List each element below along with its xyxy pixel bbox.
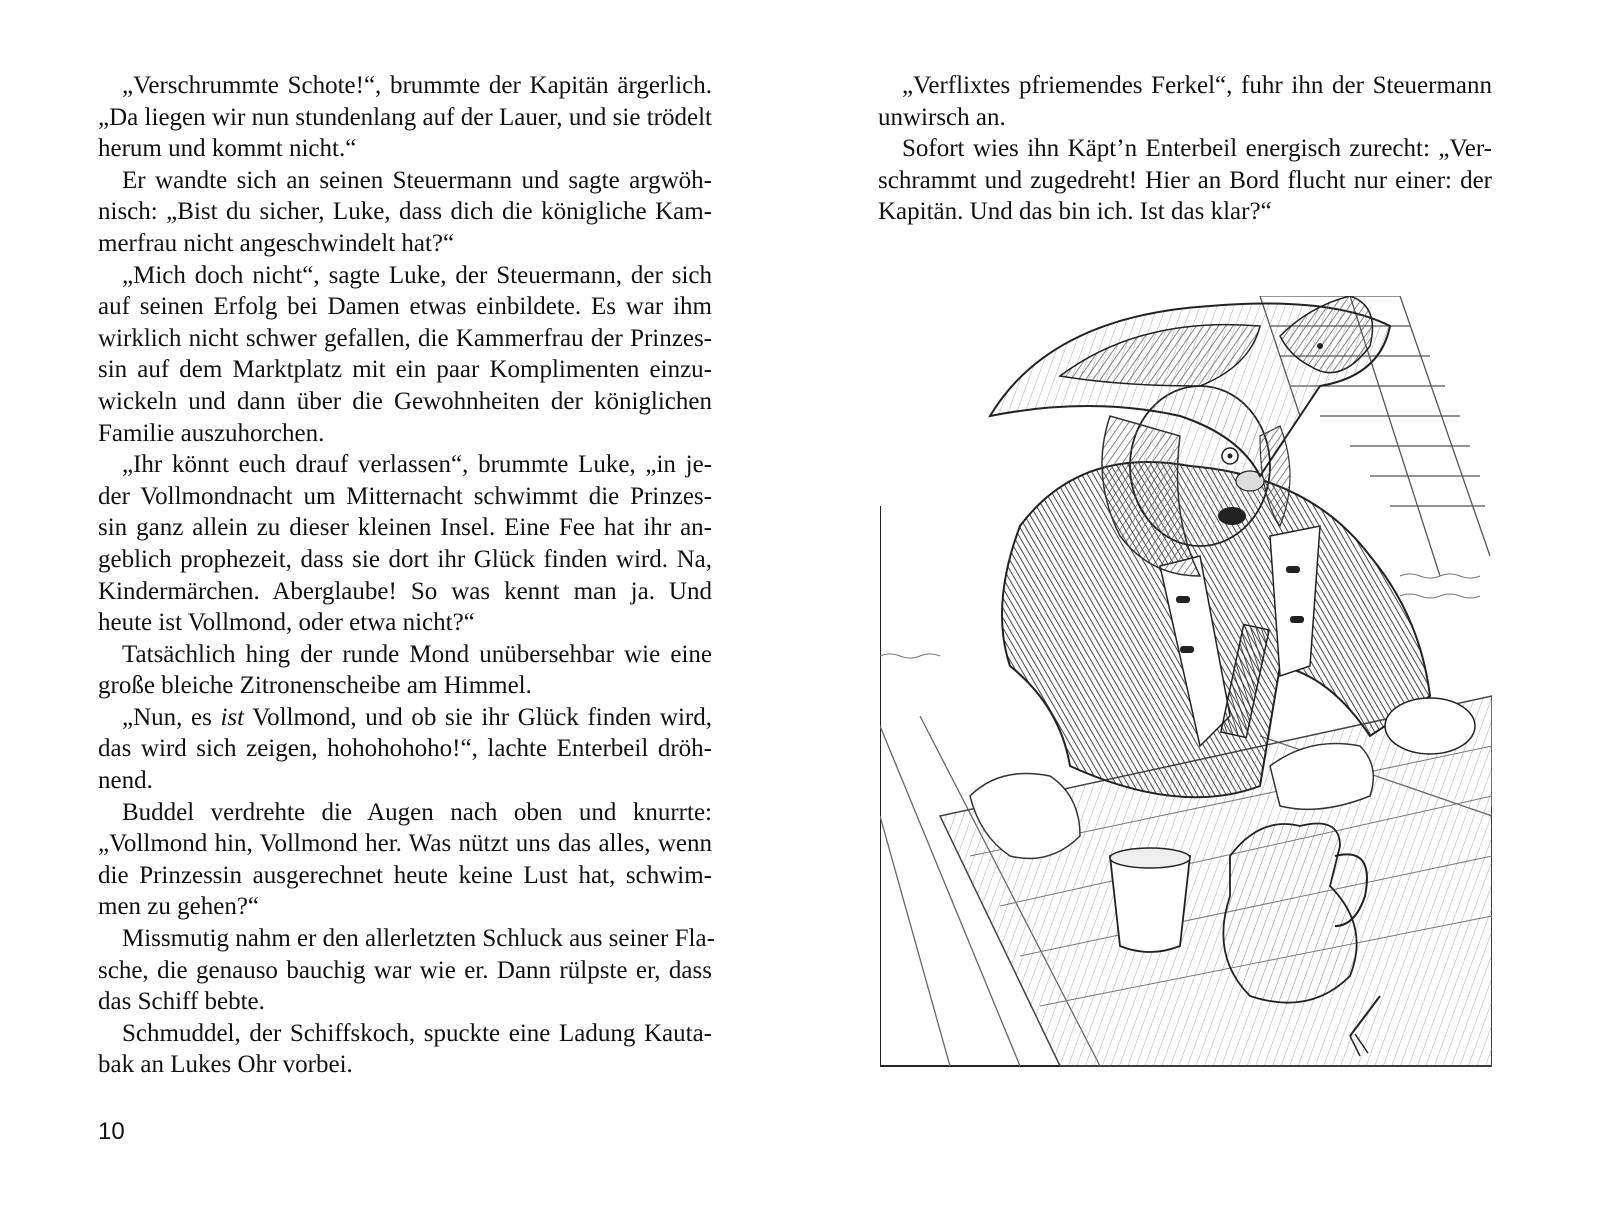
- left-page: [0, 0, 780, 1216]
- page-number: 10: [98, 1118, 125, 1145]
- text-line: heute ist Vollmond, oder etwa nicht?“: [98, 609, 475, 637]
- text-line: Er wandte sich an seinen Steuermann und sagte argwöh-: [122, 166, 712, 194]
- text-line: sin auf dem Marktplatz mit ein paar Komplimenten einzu-: [98, 356, 712, 384]
- text-line: „Mich doch nicht“, sagte Luke, der Steuermann, der sich: [122, 261, 712, 289]
- text-line: der Vollmondnacht um Mitternacht schwimmt die Prinzes-: [98, 482, 712, 510]
- text-line: „Da liegen wir nun stundenlang auf der Lauer, und sie trödelt: [98, 103, 712, 131]
- text-line: „Verschrummte Schote!“, brummte der Kapitän ärgerlich.: [122, 72, 712, 99]
- text-line: men zu gehen?“: [98, 893, 260, 921]
- right-page-text: [878, 70, 1492, 228]
- text-line: wickeln und dann über die Gewohnheiten der königlichen: [98, 387, 712, 415]
- text-line: Missmutig nahm er den allerletzten Schluck aus seiner Fla-: [122, 925, 715, 953]
- text-line: sche, die genauso bauchig war wie er. Dann rülpste er, dass: [98, 956, 712, 984]
- text-line: bak an Lukes Ohr vorbei.: [98, 1051, 353, 1079]
- text-line: auf seinen Erfolg bei Damen etwas einbildete. Es war ihm: [98, 293, 712, 321]
- text-line: die Prinzessin ausgerechnet heute keine Lust hat, schwim-: [98, 861, 712, 889]
- text-line: das wird sich zeigen, hohohohoho!“, lachte Enterbeil dröh-: [98, 735, 712, 763]
- text-line: Familie auszuhorchen.: [98, 419, 325, 447]
- text-line: schrammt und zugedreht! Hier an Bord flucht nur einer: der: [878, 166, 1492, 194]
- text-line: wirklich nicht schwer gefallen, die Kammerfrau der Prinzes-: [98, 324, 712, 352]
- text-line: Sofort wies ihn Käpt’n Enterbeil energisch zurecht: „Ver-: [902, 135, 1492, 163]
- text-line: nisch: „Bist du sicher, Luke, dass dich die königliche Kam-: [98, 198, 712, 226]
- pirate-captain-illustration: [880, 296, 1492, 1086]
- text-line: große bleiche Zitronenscheibe am Himmel.: [98, 672, 532, 700]
- text-line: herum und kommt nicht.“: [98, 135, 357, 163]
- text-line: „Vollmond hin, Vollmond her. Was nützt uns das alles, wenn: [98, 830, 712, 858]
- text-line: Schmuddel, der Schiffskoch, spuckte eine Ladung Kauta-: [122, 1019, 712, 1047]
- text-line: Buddel verdrehte die Augen nach oben und knurrte:: [122, 798, 712, 826]
- text-line: Kapitän. Und das bin ich. Ist das klar?“: [878, 198, 1272, 226]
- text-line: Kindermärchen. Aberglaube! So was kennt man ja. Und: [98, 577, 712, 605]
- text-line: „Ihr könnt euch drauf verlassen“, brummte Luke, „in je-: [122, 451, 712, 479]
- text-line: unwirsch an.: [878, 103, 1006, 131]
- text-line: geblich prophezeit, dass sie dort ihr Glück finden wird. Na,: [98, 545, 712, 573]
- text-line: merfrau nicht angeschwindelt hat?“: [98, 229, 455, 257]
- text-line: Tatsächlich hing der runde Mond unübersehbar wie eine: [122, 640, 712, 668]
- right-page: [800, 0, 1600, 1216]
- text-line: sin ganz allein zu dieser kleinen Insel. Eine Fee hat ihr an-: [98, 514, 712, 542]
- left-page-text: [98, 70, 715, 1081]
- text-line: nend.: [98, 767, 153, 795]
- text-line: „Nun, es ist Vollmond, und ob sie ihr Glück finden wird,: [122, 703, 712, 731]
- text-line: das Schiff bebte.: [98, 988, 265, 1016]
- text-line: „Verflixtes pfriemendes Ferkel“, fuhr ihn der Steuermann: [902, 72, 1492, 99]
